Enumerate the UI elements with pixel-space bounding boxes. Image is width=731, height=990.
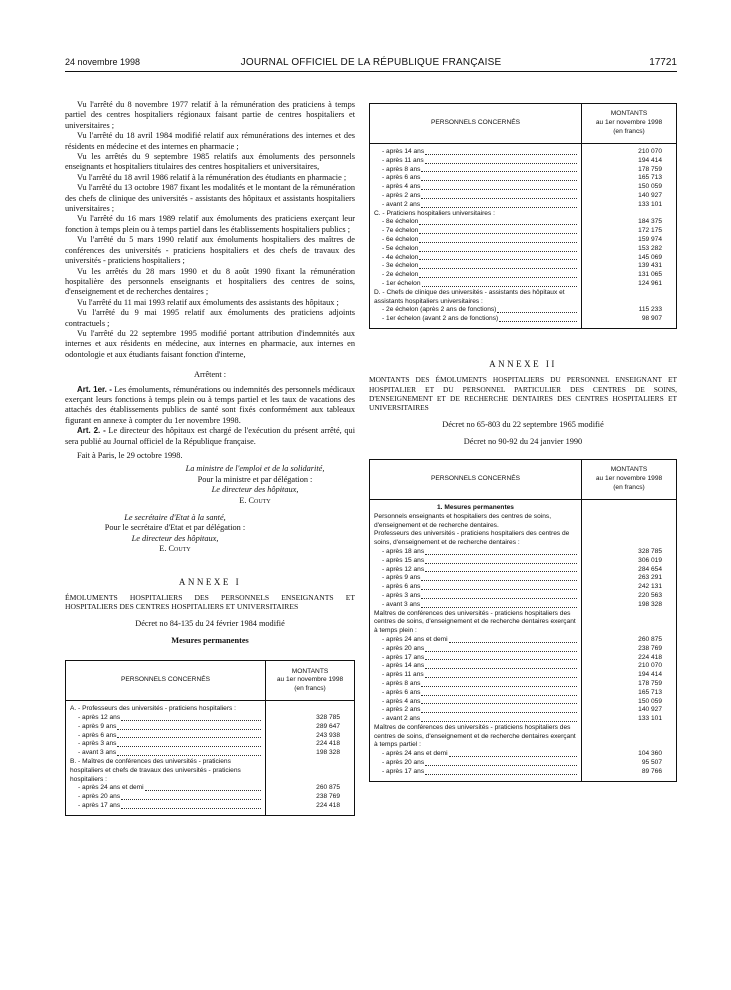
amount-cell: 220 563 xyxy=(582,592,677,601)
amount-cell: 159 974 xyxy=(582,236,677,245)
row-label: - après 3 ans xyxy=(78,740,117,748)
amount-cell: 194 414 xyxy=(582,157,677,166)
amount-cell: 328 785 xyxy=(266,714,355,723)
visa-paragraph: Vu l'arrêté du 13 octobre 1987 fixant les modalités et le montant de la rémunération des chefs de clinique des universités - assistants des hôpitaux et assistants hospitaliers universitaires ; xyxy=(65,183,355,214)
row-label: - après 4 ans xyxy=(382,183,421,191)
annexe-1-table xyxy=(65,660,355,816)
amount-cell: 224 418 xyxy=(266,802,355,811)
table-row xyxy=(370,174,677,183)
table-row xyxy=(370,566,677,575)
annexe-2-decree-2: Décret no 90-92 du 24 janvier 1990 xyxy=(463,436,583,446)
header-rule xyxy=(65,71,677,72)
annexe-1-title: ANNEXE I xyxy=(178,576,242,587)
table-row xyxy=(370,289,677,307)
table-row xyxy=(370,715,677,724)
table-row xyxy=(66,740,355,749)
col-header-personnels: PERSONNELS CONCERNÉS xyxy=(370,104,582,144)
table-row xyxy=(370,574,677,583)
table-row xyxy=(370,759,677,768)
page-number: 17721 xyxy=(649,57,677,68)
amount-cell xyxy=(266,705,355,714)
row-label: - 3e échelon xyxy=(382,262,419,270)
row-label: - après 2 ans xyxy=(382,191,421,199)
amount-cell xyxy=(582,610,677,636)
sig2-line: Pour le secrétaire d'Etat et par délégation : xyxy=(104,523,246,533)
annexe-2-subtitle: MONTANTS DES ÉMOLUMENTS HOSPITALIERS DU PERSONNEL ENSEIGNANT ET HOSPITALIER ET DU PERSONNEL PARTICULIER DES CENTRES DE SOINS, D'ENSEIGNEMENT ET DE RECHERCHE DENTAIRES DES CENTRES HOSPITALIERS ET UNIVERSITAIRES xyxy=(369,375,677,412)
amount-cell: 328 785 xyxy=(582,548,677,557)
amount-cell xyxy=(582,530,677,548)
table-row xyxy=(370,306,677,315)
row-label: - avant 3 ans xyxy=(382,600,421,608)
table-row xyxy=(370,592,677,601)
row-label: - après 20 ans xyxy=(78,793,121,801)
row-label: - après 8 ans xyxy=(382,679,421,687)
row-label: - après 17 ans xyxy=(382,653,425,661)
col-header-montants: MONTANTS au 1er novembre 1998 (en francs) xyxy=(266,661,355,701)
table-row xyxy=(370,227,677,236)
table-row xyxy=(370,724,677,750)
category-label: Maîtres de conférences des universités - praticiens hospitaliers des centres de soins, d'enseignement et de recherche dentaires exerçant à temps plein : xyxy=(370,610,582,636)
visa-paragraph: Vu les arrêtés du 28 mars 1990 et du 8 août 1990 fixant la rémunération hospitalière des personnels enseignants et hospitaliers des centres de soins, d'enseignement et de recherches dentaires ; xyxy=(65,266,355,297)
table-row xyxy=(370,157,677,166)
amount-cell: 260 875 xyxy=(266,784,355,793)
amount-cell: 306 019 xyxy=(582,557,677,566)
row-label: - 2e échelon xyxy=(382,271,419,279)
row-label: - après 12 ans xyxy=(382,565,425,573)
category-label: Professeurs des universités - praticiens hospitaliers des centres de soins, d'enseignement et de recherche dentaires : xyxy=(370,530,582,548)
table-row xyxy=(66,723,355,732)
table-row xyxy=(370,610,677,636)
amount-cell: 172 175 xyxy=(582,227,677,236)
visa-paragraph: Vu l'arrêté du 22 septembre 1995 modifié portant attribution d'indemnités aux internes et aux résidents en médecine, aux internes en pharmacie, aux internes en odontologie et aux étudiants faisant fonction d'interne, xyxy=(65,328,355,359)
row-label: - 8e échelon xyxy=(382,218,419,226)
table-row xyxy=(370,254,677,263)
amount-cell: 289 647 xyxy=(266,723,355,732)
table-row xyxy=(370,706,677,715)
table-row xyxy=(66,802,355,811)
col-header-montants: MONTANTS au 1er novembre 1998 (en francs) xyxy=(582,459,677,499)
row-label: - après 20 ans xyxy=(382,644,425,652)
table-row xyxy=(370,236,677,245)
row-label: - avant 2 ans xyxy=(382,715,421,723)
amount-cell xyxy=(582,289,677,307)
row-label: - avant 2 ans xyxy=(382,200,421,208)
table-row xyxy=(370,504,677,513)
table-row xyxy=(370,636,677,645)
amount-cell xyxy=(582,210,677,219)
article-2-label: Art. 2. - xyxy=(77,426,106,436)
visa-paragraph: Vu l'arrêté du 5 mars 1990 relatif aux émoluments hospitaliers des maîtres de conférences des universités - praticiens hospitaliers et des chefs de travaux des universités - praticiens hospitaliers ; xyxy=(65,235,355,266)
amount-cell xyxy=(582,504,677,513)
table-row xyxy=(370,513,677,531)
row-label: - après 2 ans xyxy=(382,706,421,714)
signature-block-2 xyxy=(65,513,285,555)
visa-paragraph: Vu l'arrêté du 8 novembre 1977 relatif à la rémunération des praticiens à temps partiel des centres hospitaliers régionaux faisant partie de centres hospitaliers et universitaires ; xyxy=(65,100,355,130)
table-row xyxy=(370,689,677,698)
table-row xyxy=(66,784,355,793)
row-label: - après 17 ans xyxy=(382,767,425,775)
table-row xyxy=(370,583,677,592)
header-date: 24 novembre 1998 xyxy=(65,57,141,67)
amount-cell: 124 961 xyxy=(582,280,677,289)
amount-cell: 131 065 xyxy=(582,271,677,280)
visa-paragraph: Vu l'arrêté du 18 avril 1986 relatif à la rémunération des étudiants en pharmacie ; xyxy=(77,172,347,182)
table-row xyxy=(370,750,677,759)
row-label: - 5e échelon xyxy=(382,244,419,252)
sig1-line: Pour la ministre et par délégation : xyxy=(197,474,313,484)
row-label: - 2e échelon (après 2 ans de fonctions) xyxy=(382,306,497,314)
table-row xyxy=(66,758,355,784)
category-label: Maîtres de conférences des universités - praticiens hospitaliers des centres de soins, d'enseignement et de recherche dentaires exerçant à temps partiel : xyxy=(370,724,582,750)
arrete-label: Arrêtent : xyxy=(193,370,227,380)
row-label: - après 9 ans xyxy=(78,722,117,730)
row-label: - après 9 ans xyxy=(382,574,421,582)
table-row xyxy=(370,210,677,219)
amount-cell: 178 759 xyxy=(582,680,677,689)
annexe-2-title: ANNEXE II xyxy=(489,358,557,369)
row-label: - après 18 ans xyxy=(382,547,425,555)
row-label: - après 20 ans xyxy=(382,759,425,767)
visa-paragraph: Vu les arrêtés du 9 septembre 1985 relatifs aux émoluments des personnels enseignants et hospitaliers titulaires des centres hospitaliers et universitaires, xyxy=(65,152,355,172)
row-label: - 1er échelon (avant 2 ans de fonctions) xyxy=(382,315,499,323)
amount-cell: 145 069 xyxy=(582,254,677,263)
table-row xyxy=(370,654,677,663)
amount-cell: 210 070 xyxy=(582,148,677,157)
right-column xyxy=(369,103,677,782)
amount-cell: 238 769 xyxy=(582,645,677,654)
amount-cell: 263 291 xyxy=(582,574,677,583)
table-row xyxy=(370,548,677,557)
sig1-line: Le directeur des hôpitaux, xyxy=(211,485,299,495)
table-row xyxy=(66,705,355,714)
amount-cell xyxy=(582,724,677,750)
row-label: - après 6 ans xyxy=(382,174,421,182)
annexe-1-subtitle: ÉMOLUMENTS HOSPITALIERS DES PERSONNELS ENSEIGNANTS ET HOSPITALIERS DES CENTRES HOSPITALIERS ET UNIVERSITAIRES xyxy=(65,593,355,612)
row-label: - après 12 ans xyxy=(78,714,121,722)
fait-a-paris: Fait à Paris, le 29 octobre 1998. xyxy=(77,451,183,460)
table-row xyxy=(370,601,677,610)
category-label: B. - Maîtres de conférences des universités - praticiens hospitaliers et chefs de travaux des universités - praticiens hospitaliers : xyxy=(66,758,266,784)
article-2 xyxy=(65,426,355,447)
visa-list xyxy=(65,100,355,360)
sig2-line: Le secrétaire d'Etat à la santé, xyxy=(124,513,226,523)
amount-cell: 140 927 xyxy=(582,706,677,715)
col-header-personnels: PERSONNELS CONCERNÉS xyxy=(370,459,582,499)
amount-cell: 133 101 xyxy=(582,715,677,724)
table-row xyxy=(370,280,677,289)
amount-cell: 98 907 xyxy=(582,315,677,324)
article-1 xyxy=(65,385,355,427)
amount-cell: 284 654 xyxy=(582,566,677,575)
amount-cell: 210 070 xyxy=(582,662,677,671)
annexe-1-heading: Mesures permanentes xyxy=(171,635,249,645)
row-label: - après 14 ans xyxy=(382,662,425,670)
amount-cell: 224 418 xyxy=(266,740,355,749)
amount-cell: 238 769 xyxy=(266,793,355,802)
amount-cell: 165 713 xyxy=(582,174,677,183)
visa-paragraph: Vu l'arrêté du 11 mai 1993 relatif aux émoluments des assistants des hôpitaux ; xyxy=(77,297,339,307)
amount-cell: 95 507 xyxy=(582,759,677,768)
row-label: - après 11 ans xyxy=(382,156,424,164)
table-row xyxy=(66,714,355,723)
row-label: - après 15 ans xyxy=(382,556,425,564)
category-label: C. - Praticiens hospitaliers universitaires : xyxy=(370,210,582,219)
journal-title: JOURNAL OFFICIEL DE LA RÉPUBLIQUE FRANÇAISE xyxy=(240,57,502,68)
amount-cell xyxy=(582,513,677,531)
sig2-line: Le directeur des hôpitaux, xyxy=(131,533,219,543)
sig1-line: La ministre de l'emploi et de la solidarité, xyxy=(185,464,325,474)
row-label: - 4e échelon xyxy=(382,253,419,261)
amount-cell xyxy=(266,758,355,784)
category-label: D. - Chefs de clinique des universités - assistants des hôpitaux et assistants hospitaliers universitaires : xyxy=(370,289,582,307)
amount-cell: 150 059 xyxy=(582,183,677,192)
table-row xyxy=(66,732,355,741)
row-label: - après 4 ans xyxy=(382,697,421,705)
amount-cell: 104 360 xyxy=(582,750,677,759)
category-label: A. - Professeurs des universités - praticiens hospitaliers : xyxy=(66,705,266,714)
visa-paragraph: Vu l'arrêté du 18 avril 1984 modifié relatif aux rémunérations des internes et des résidents en médecine et des internes en pharmacie ; xyxy=(65,131,355,151)
row-label: - après 11 ans xyxy=(382,671,424,679)
amount-cell: 198 328 xyxy=(266,749,355,758)
row-label: - après 24 ans et demi xyxy=(78,784,144,792)
table-row xyxy=(370,315,677,324)
table-row xyxy=(370,262,677,271)
table-row xyxy=(370,698,677,707)
row-label: - après 14 ans xyxy=(382,148,425,155)
amount-cell: 133 101 xyxy=(582,201,677,210)
row-label: - 6e échelon xyxy=(382,235,419,243)
amount-cell: 194 414 xyxy=(582,671,677,680)
amount-cell: 140 927 xyxy=(582,192,677,201)
table-row xyxy=(370,530,677,548)
table-row xyxy=(370,166,677,175)
amount-cell: 243 938 xyxy=(266,732,355,741)
annexe-2-decree-1: Décret no 65-803 du 22 septembre 1965 modifié xyxy=(442,420,604,430)
visa-paragraph: Vu l'arrêté du 16 mars 1989 relatif aux émoluments des praticiens exerçant leur fonction à temps plein ou à temps partiel dans les établissements hospitaliers publics ; xyxy=(65,214,355,234)
table-row xyxy=(66,749,355,758)
article-1-text: Les émoluments, rémunérations ou indemnités des personnels médicaux exerçant leurs fonctions à temps plein ou à temps partiel et les taux de vacations des attachés des établissements publics de santé sont fixés conformément aux tableaux figurant en annexe à compter du 1er novembre 1998. xyxy=(65,384,355,425)
table-row xyxy=(370,662,677,671)
table-row xyxy=(370,680,677,689)
amount-cell: 153 282 xyxy=(582,245,677,254)
table-row xyxy=(370,148,677,157)
row-label: - 7e échelon xyxy=(382,227,419,235)
continued-table xyxy=(369,103,677,329)
table-row xyxy=(370,183,677,192)
row-label: - après 3 ans xyxy=(382,591,421,599)
section-heading: 1. Mesures permanentes xyxy=(370,504,582,513)
row-label: - après 8 ans xyxy=(382,165,421,173)
table-row xyxy=(66,793,355,802)
visa-paragraph: Vu l'arrêté du 9 mai 1995 relatif aux émoluments des praticiens adjoints contractuels ; xyxy=(65,308,355,328)
article-2-text: Le directeur des hôpitaux est chargé de l'exécution du présent arrêté, qui sera publié au Journal officiel de la République française. xyxy=(65,426,356,446)
table-row xyxy=(370,245,677,254)
amount-cell: 198 328 xyxy=(582,601,677,610)
row-label: - après 6 ans xyxy=(78,731,117,739)
sig2-name: E. Couty xyxy=(159,544,191,554)
category-label: Personnels enseignants et hospitaliers des centres de soins, d'enseignement et de recherche dentaires. xyxy=(370,513,582,531)
row-label: - après 24 ans et demi xyxy=(382,635,448,643)
left-column xyxy=(65,100,355,816)
amount-cell: 115 233 xyxy=(582,306,677,315)
row-label: - 1er échelon xyxy=(382,279,421,287)
amount-cell: 89 766 xyxy=(582,768,677,777)
table-row xyxy=(370,192,677,201)
amount-cell: 260 875 xyxy=(582,636,677,645)
row-label: - après 6 ans xyxy=(382,688,421,696)
table-row xyxy=(370,201,677,210)
col-header-montants: MONTANTS au 1er novembre 1998 (en francs) xyxy=(582,104,677,144)
table-row xyxy=(370,671,677,680)
row-label: - après 17 ans xyxy=(78,802,121,810)
col-header-personnels: PERSONNELS CONCERNÉS xyxy=(66,661,266,701)
table-row xyxy=(370,768,677,777)
table-row xyxy=(370,645,677,654)
amount-cell: 139 431 xyxy=(582,262,677,271)
table-row xyxy=(370,557,677,566)
annexe-2-table xyxy=(369,459,677,782)
amount-cell: 178 759 xyxy=(582,166,677,175)
table-row xyxy=(370,271,677,280)
amount-cell: 165 713 xyxy=(582,689,677,698)
signature-block-1 xyxy=(65,464,355,506)
amount-cell: 224 418 xyxy=(582,654,677,663)
row-label: - après 6 ans xyxy=(382,583,421,591)
table-row xyxy=(370,218,677,227)
amount-cell: 150 059 xyxy=(582,698,677,707)
row-label: - après 24 ans et demi xyxy=(382,750,448,758)
row-label: - avant 3 ans xyxy=(78,749,117,757)
sig1-name: E. Couty xyxy=(239,495,271,505)
annexe-1-decree: Décret no 84-135 du 24 février 1984 modifié xyxy=(135,619,285,629)
article-1-label: Art. 1er. - xyxy=(77,384,112,394)
amount-cell: 184 375 xyxy=(582,218,677,227)
amount-cell: 242 131 xyxy=(582,583,677,592)
